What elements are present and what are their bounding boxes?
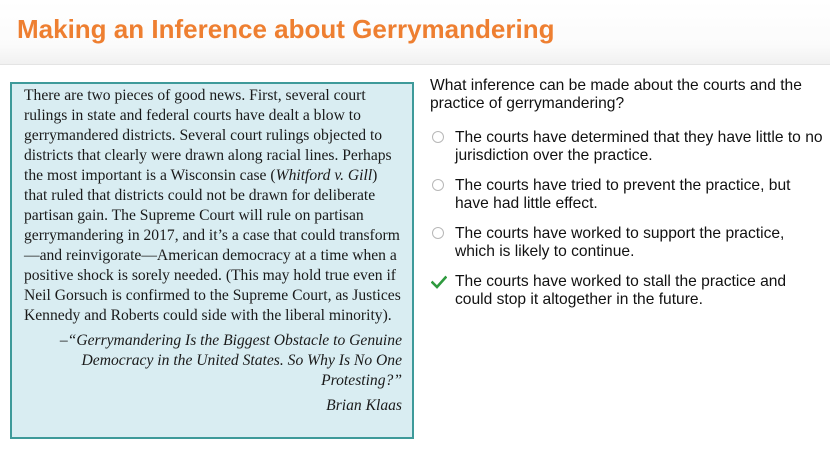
page-header bbox=[0, 0, 830, 65]
passage-citation: –“Gerrymandering Is the Biggest Obstacle to Genuine Democracy in the United States. So Why Is No One Protesting?” bbox=[59, 332, 402, 389]
radio-icon[interactable] bbox=[432, 131, 444, 143]
answer-option-1[interactable] bbox=[430, 129, 825, 177]
case-name: Whitford v. Gill bbox=[275, 167, 373, 184]
question-prompt: What inference can be made about the courts and the practice of gerrymandering? bbox=[430, 77, 802, 112]
page-title: Making an Inference about Gerrymandering bbox=[17, 14, 555, 44]
answer-option-label[interactable]: The courts have tried to prevent the practice, but have had little effect. bbox=[455, 177, 791, 212]
passage-author: Brian Klaas bbox=[326, 397, 402, 414]
answer-option-label[interactable]: The courts have worked to support the practice, which is likely to continue. bbox=[455, 225, 785, 260]
passage-text-part-2: ) that ruled that districts could not be drawn for deliberate partisan gain. The Supreme Court will rule on partisan gerrymandering in 2017, and it’s a case that could transform—and reinvigorate—American democracy at a time when a positive shock is sorely needed. (This may hold true even if Neil Gorsuch is confirmed to the Supreme Court, as Justices Kennedy and Roberts could side with the liberal minority). bbox=[24, 167, 401, 324]
passage-text-part-1: There are two pieces of good news. First, several court rulings in state and federal courts have dealt a blow to gerrymandered districts. Several court rulings objected to districts that clearly were drawn along racial lines. Perhaps the most important is a Wisconsin case ( bbox=[24, 87, 392, 184]
answer-option-4[interactable] bbox=[430, 273, 825, 321]
answer-options bbox=[430, 129, 825, 321]
radio-icon[interactable] bbox=[432, 179, 444, 191]
passage-text bbox=[24, 86, 402, 326]
checkmark-icon[interactable] bbox=[431, 274, 447, 290]
answer-option-2[interactable] bbox=[430, 177, 825, 225]
answer-option-label[interactable]: The courts have determined that they have little to no jurisdiction over the practice. bbox=[455, 129, 823, 164]
passage-box bbox=[10, 82, 414, 439]
radio-icon[interactable] bbox=[432, 227, 444, 239]
answer-option-3[interactable] bbox=[430, 225, 825, 273]
answer-option-label[interactable]: The courts have worked to stall the practice and could stop it altogether in the future. bbox=[455, 273, 787, 308]
